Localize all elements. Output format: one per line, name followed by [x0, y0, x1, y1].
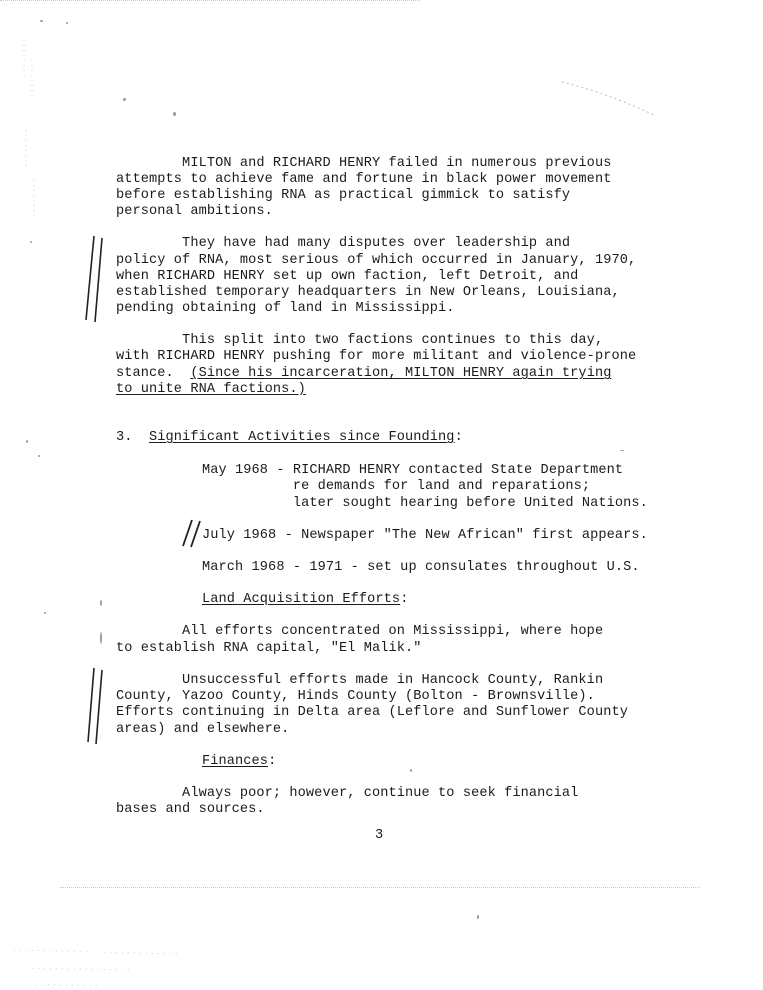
para3-line-3 [116, 366, 611, 382]
scan-speck [44, 612, 46, 614]
margin-double-slash-mark [180, 518, 204, 550]
section-heading: Significant Activities since Founding [149, 430, 455, 445]
para3-underlined-note: (Since his incarceration, MILTON HENRY again trying [190, 366, 612, 381]
activity-may-line-2: re demands for land and reparations; [202, 479, 591, 494]
scan-speck [66, 22, 68, 24]
scan-speck [410, 769, 412, 772]
land-heading: Land Acquisition Efforts [202, 592, 401, 607]
section-heading-line [116, 430, 463, 446]
para1-line-1: MILTON and RICHARD HENRY failed in numerous previous [116, 156, 612, 171]
scan-speck [173, 112, 176, 116]
para3-stance: stance. [116, 366, 191, 381]
margin-double-line-mark-2 [84, 664, 110, 746]
scan-speck [38, 455, 40, 457]
para1-line-2: attempts to achieve fame and fortune in black power movement [116, 172, 612, 187]
section-heading-colon: : [454, 430, 463, 445]
finances-line-1: Always poor; however, continue to seek financial [116, 786, 579, 801]
land-para2-line-3: Efforts continuing in Delta area (Leflore and Sunflower County [116, 705, 628, 720]
scan-top-edge [0, 0, 420, 1]
scan-bottom-noise [60, 887, 700, 888]
land-para2-line-1: Unsuccessful efforts made in Hancock County, Rankin [116, 673, 604, 688]
page-number: 3 [375, 828, 384, 843]
activity-may-line-1: May 1968 - RICHARD HENRY contacted State Department [202, 463, 624, 478]
scan-speck [30, 241, 32, 243]
margin-double-line-mark-1 [80, 232, 110, 324]
para2-line-1: They have had many disputes over leadership and [116, 236, 571, 251]
land-para2-line-4: areas) and elsewhere. [116, 722, 290, 737]
finances-heading-colon: : [268, 754, 277, 769]
scan-speck [477, 915, 479, 919]
land-para2-line-2: County, Yazoo County, Hinds County (Bolton - Brownsville). [116, 689, 595, 704]
scan-left-edge-noise [18, 40, 42, 220]
scan-bottom-left-noise [10, 940, 190, 990]
scan-speck [40, 20, 43, 22]
scan-speck [100, 600, 102, 606]
land-para1-line-2: to establish RNA capital, "El Malik." [116, 641, 422, 656]
para2-line-3: when RICHARD HENRY set up own faction, left Detroit, and [116, 269, 579, 284]
para3-line-4: to unite RNA factions.) [116, 382, 306, 397]
scan-speck [620, 450, 624, 451]
land-para1-line-1: All efforts concentrated on Mississippi, where hope [116, 624, 604, 639]
para2-line-5: pending obtaining of land in Mississippi. [116, 301, 455, 316]
scan-speck [123, 98, 126, 101]
activity-may-line-3: later sought hearing before United Nations. [202, 496, 648, 511]
finances-line-2: bases and sources. [116, 802, 265, 817]
scan-speck [26, 440, 28, 443]
para1-line-3: before establishing RNA as practical gimmick to satisfy [116, 188, 571, 203]
land-heading-colon: : [400, 592, 409, 607]
scan-speck [100, 632, 102, 644]
activity-july: July 1968 - Newspaper "The New African" first appears. [202, 528, 648, 543]
para1-line-4: personal ambitions. [116, 204, 273, 219]
para3-line-2: with RICHARD HENRY pushing for more militant and violence-prone [116, 349, 637, 364]
para2-line-2: policy of RNA, most serious of which occurred in January, 1970, [116, 253, 637, 268]
para2-line-4: established temporary headquarters in New Orleans, Louisiana, [116, 285, 620, 300]
activity-march: March 1968 - 1971 - set up consulates throughout U.S. [202, 560, 640, 575]
finances-heading-line [202, 754, 276, 770]
para3-line-1: This split into two factions continues to this day, [116, 333, 604, 348]
finances-heading: Finances [202, 754, 269, 769]
scan-streak [560, 80, 660, 120]
section-number: 3. [116, 430, 133, 445]
land-heading-line [202, 592, 408, 608]
